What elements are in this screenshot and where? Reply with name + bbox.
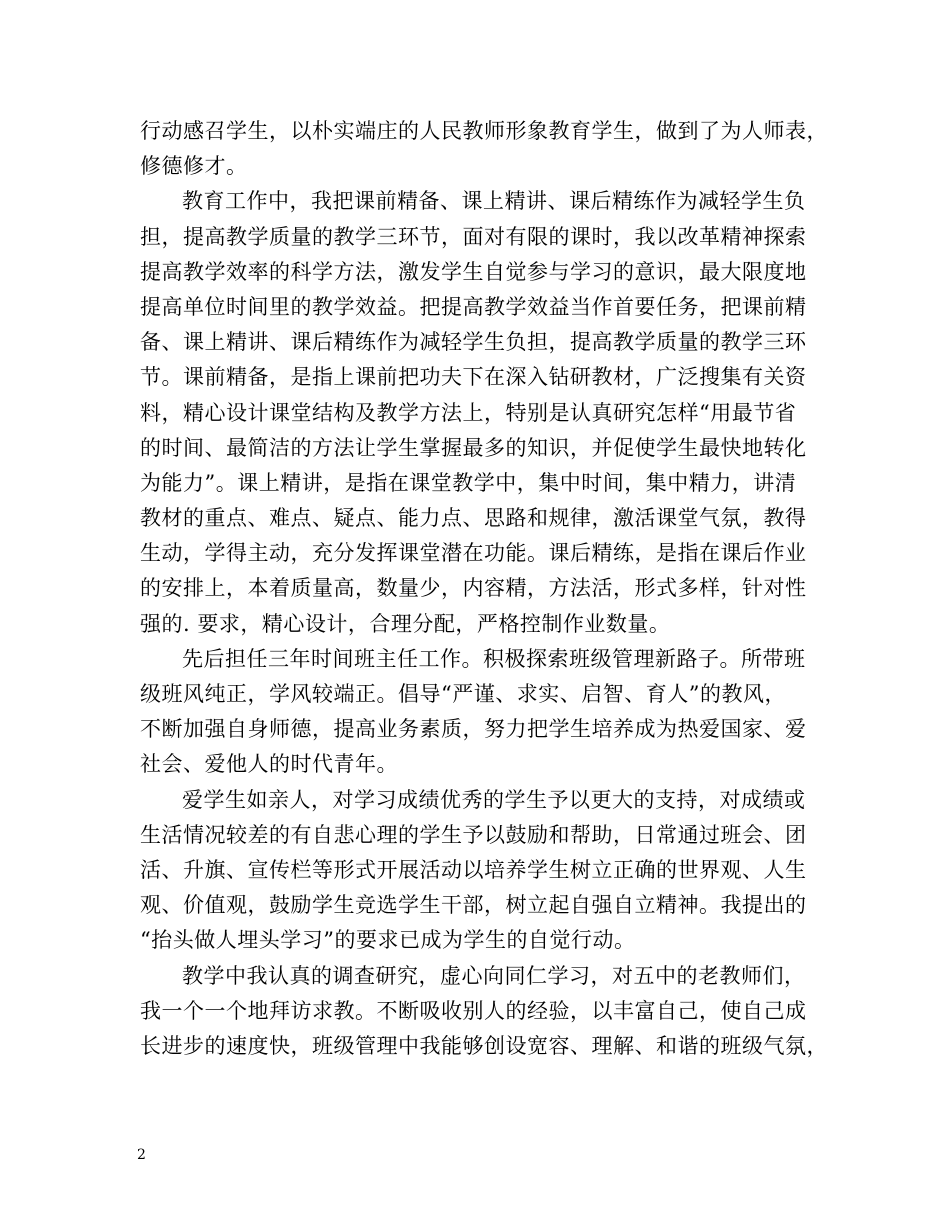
text-line: 观、价值观，鼓励学生竞选学生干部，树立起自强自立精神。我提出的 — [140, 893, 807, 918]
text-line: 提高教学效率的科学方法，激发学生自觉参与学习的意识，最大限度地 — [140, 259, 807, 284]
text-line: 料，精心设计课堂结构及教学方法上，特别是认真研究怎样“用最节省 — [140, 400, 797, 425]
text-line: 不断加强自身师德，提高业务素质，努力把学生培养成为热爱国家、爱 — [140, 717, 807, 742]
text-line: 的安排上，本着质量高，数量少，内容精，方法活，形式多样，针对性 — [140, 576, 807, 601]
text-line: 生动，学得主动，充分发挥课堂潜在功能。课后精练，是指在课后作业 — [140, 541, 807, 566]
document-body-text — [140, 114, 828, 1064]
text-line: 强的. 要求，精心设计，合理分配，严格控制作业数量。 — [140, 611, 671, 636]
text-line: 先后担任三年时间班主任工作。积极探索班级管理新路子。所带班 — [182, 646, 806, 671]
text-line: 提高单位时间里的教学效益。把提高教学效益当作首要任务，把课前精 — [140, 294, 807, 319]
text-line: 长进步的速度快，班级管理中我能够创设宽容、理解、和谐的班级气氛， — [140, 1033, 828, 1058]
text-line: 社会、爱他人的时代青年。 — [140, 752, 398, 777]
text-line: “抬头做人埋头学习”的要求已成为学生的自觉行动。 — [140, 928, 636, 953]
text-line: 我一个一个地拜访求教。不断吸收别人的经验，以丰富自己，使自己成 — [140, 998, 807, 1023]
text-line: 为能力”。课上精讲，是指在课堂教学中，集中时间，集中精力，讲清 — [140, 470, 797, 495]
text-line: 生活情况较差的有自悲心理的学生予以鼓励和帮助，日常通过班会、团 — [140, 822, 807, 847]
text-line: 爱学生如亲人，对学习成绩优秀的学生予以更大的支持，对成绩或 — [182, 787, 806, 812]
text-line: 担，提高教学质量的教学三环节，面对有限的课时，我以改革精神探索 — [140, 224, 807, 249]
text-line: 教学中我认真的调查研究，虚心向同仁学习，对五中的老教师们， — [182, 963, 806, 988]
text-line: 教育工作中，我把课前精备、课上精讲、课后精练作为减轻学生负 — [182, 189, 806, 214]
text-line: 的时间、最简洁的方法让学生掌握最多的知识，并促使学生最快地转化 — [140, 435, 807, 460]
text-line: 节。课前精备，是指上课前把功夫下在深入钻研教材，广泛搜集有关资 — [140, 365, 807, 390]
text-line: 教材的重点、难点、疑点、能力点、思路和规律，激活课堂气氛，教得 — [140, 506, 807, 531]
text-line: 活、升旗、宣传栏等形式开展活动以培养学生树立正确的世界观、人生 — [140, 857, 807, 882]
text-line: 备、课上精讲、课后精练作为减轻学生负担，提高教学质量的教学三环 — [140, 330, 807, 355]
text-line: 级班风纯正，学风较端正。倡导“严谨、求实、启智、育人”的教风， — [140, 682, 786, 706]
page-number: 2 — [137, 1147, 146, 1163]
text-line: 修德修才。 — [140, 154, 248, 179]
text-line: 行动感召学生，以朴实端庄的人民教师形象教育学生，做到了为人师表， — [140, 119, 828, 143]
